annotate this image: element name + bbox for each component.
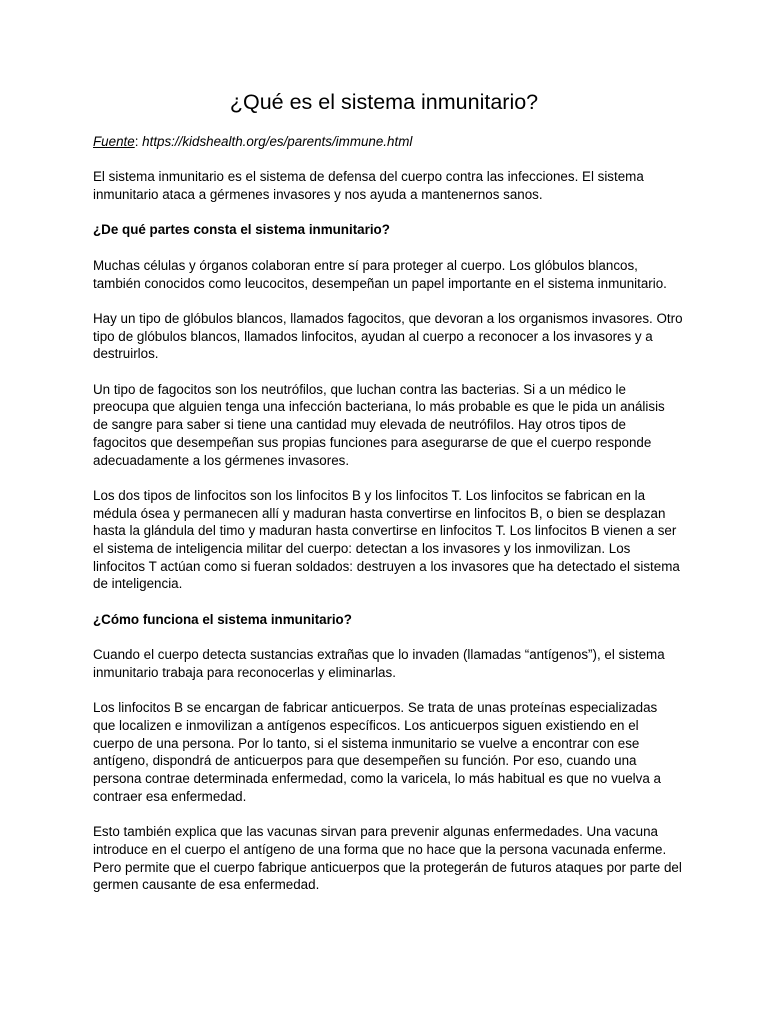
paragraph-lymphocytes: Los dos tipos de linfocitos son los linfocitos B y los linfocitos T. Los linfocitos se fabrican en la médula ósea y permanecen allí y maduran hasta convertirse en linfocitos B, o bien se desplazan hasta la glándula del timo y maduran hasta convertirse en linfocitos T. Los linfocitos B vienen a ser el sistema de inteligencia militar del cuerpo: detectan a los invasores y los inmovilizan. Los linfocitos T actúan como si fueran soldados: destruyen a los invasores que ha detectado el sistema de inteligencia. [93,487,680,592]
paragraph-antibodies: Los linfocitos B se encargan de fabricar anticuerpos. Se trata de unas proteínas especializadas que localizen e inmovilizan a antígenos específicos. Los anticuerpos siguen existiendo en el cuerpo de una persona. Por lo tanto, si el sistema inmunitario se vuelve a encontrar con ese antígeno, dispondrá de anticuerpos para que desempeñen su función. Por eso, cuando una persona contrae determinada enfermedad, como la varicela, lo más habitual es que no vuelva a contraer esa enfermedad. [93,700,661,804]
paragraph-phagocytes: Hay un tipo de glóbulos blancos, llamados fagocitos, que devoran a los organismos invasores. Otro tipo de glóbulos blancos, llamados linfocitos, ayudan al cuerpo a reconocer a los invasores y a destruirlos. [93,310,683,362]
paragraph-vaccines: Esto también explica que las vacunas sirvan para prevenir algunas enfermedades. Una vacuna introduce en el cuerpo el antígeno de una forma que no hace que la persona vacunada enferme. Pero permite que el cuerpo fabrique anticuerpos que la protegerán de futuros ataques por parte del germen causante de esa enfermedad. [93,824,682,893]
source-label: Fuente [93,134,135,149]
paragraph-cells-organs: Muchas células y órganos colaboran entre sí para proteger al cuerpo. Los glóbulos blancos, también conocidos como leucocitos, desempeñan un papel importante en el sistema inmunitario. [93,257,667,291]
document-body [93,133,683,912]
source-line [93,133,683,151]
paragraph-antigens: Cuando el cuerpo detecta sustancias extrañas que lo invaden (llamadas “antígenos”), el sistema inmunitario trabaja para reconocerlas y eliminarlas. [93,647,665,680]
source-url: https://kidshealth.org/es/parents/immune.html [142,134,413,149]
section-heading-function: ¿Cómo funciona el sistema inmunitario? [93,611,352,627]
source-separator: : [134,134,143,149]
paragraph-intro: El sistema inmunitario es el sistema de defensa del cuerpo contra las infecciones. El sistema inmunitario ataca a gérmenes invasores y nos ayuda a mantenernos sanos. [93,169,644,203]
page-title: ¿Qué es el sistema inmunitario? [229,90,539,114]
paragraph-neutrophils: Un tipo de fagocitos son los neutrófilos, que luchan contra las bacterias. Si a un médico le preocupa que alguien tenga una infección bacteriana, lo más probable es que le pida un análisis de sangre para saber si tiene una cantidad muy elevada de neutrófilos. Hay otros tipos de fagocitos que desempeñan sus propias funciones para asegurarse de que el cuerpo responde adecuadamente a los gérmenes invasores. [93,381,665,468]
section-heading-parts: ¿De qué partes consta el sistema inmunitario? [93,222,390,238]
